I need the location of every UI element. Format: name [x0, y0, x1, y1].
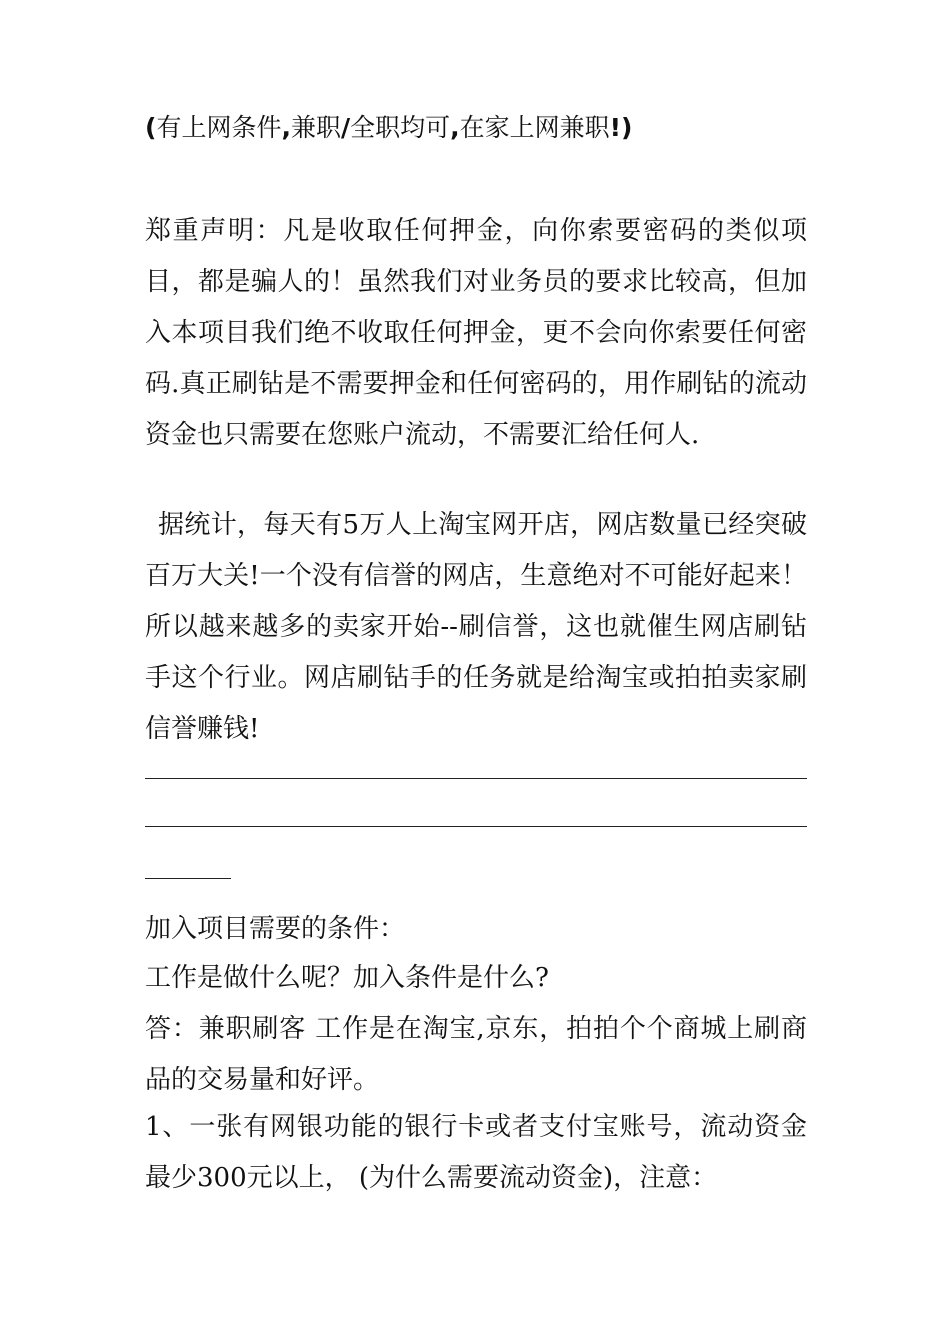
statistics-paragraph: 据统计，每天有5万人上淘宝网开店，网店数量已经突破百万大关!一个没有信誉的网店，生意绝对不可能好起来！所以越来越多的卖家开始--刷信誉，这也就催生网店刷钻手这个行业。网店刷钻手的任务就是给淘宝或拍拍卖家刷信誉赚钱! [145, 510, 807, 744]
question-line: 工作是做什么呢？加入条件是什么? [145, 963, 549, 993]
heading-close: !) [609, 113, 633, 142]
heading-slash: / [340, 113, 351, 142]
answer-paragraph: 答：兼职刷客 工作是在淘宝,京东，拍拍个个商城上刷商品的交易量和好评。 [145, 1014, 807, 1095]
document-heading [145, 108, 807, 148]
heading-comma-2: , [450, 113, 460, 142]
condition-item-1: 1、一张有网银功能的银行卡或者支付宝账号，流动资金最少300元以上， (为什么需要流动资金)，注意： [145, 1112, 807, 1193]
heading-text-3: 全职均可 [350, 113, 451, 142]
heading-text-2: 兼职 [290, 113, 341, 142]
divider-line-2 [145, 826, 807, 827]
statement-paragraph: 郑重声明：凡是收取任何押金，向你索要密码的类似项目，都是骗人的！虽然我们对业务员的要求比较高，但加入本项目我们绝不收取任何押金，更不会向你索要任何密码.真正刷钻是不需要押金和任何密码的，用作刷钻的流动资金也只需要在您账户流动，不需要汇给任何人. [145, 216, 807, 450]
heading-text-4: 在家上网兼职 [459, 113, 610, 142]
conditions-title: 加入项目需要的条件： [145, 914, 406, 944]
heading-comma-1: , [281, 113, 291, 142]
divider-line-3 [145, 878, 231, 879]
heading-open-paren: ( [145, 113, 157, 142]
divider-line-1 [145, 778, 807, 779]
heading-text-1: 有上网条件 [156, 113, 282, 142]
